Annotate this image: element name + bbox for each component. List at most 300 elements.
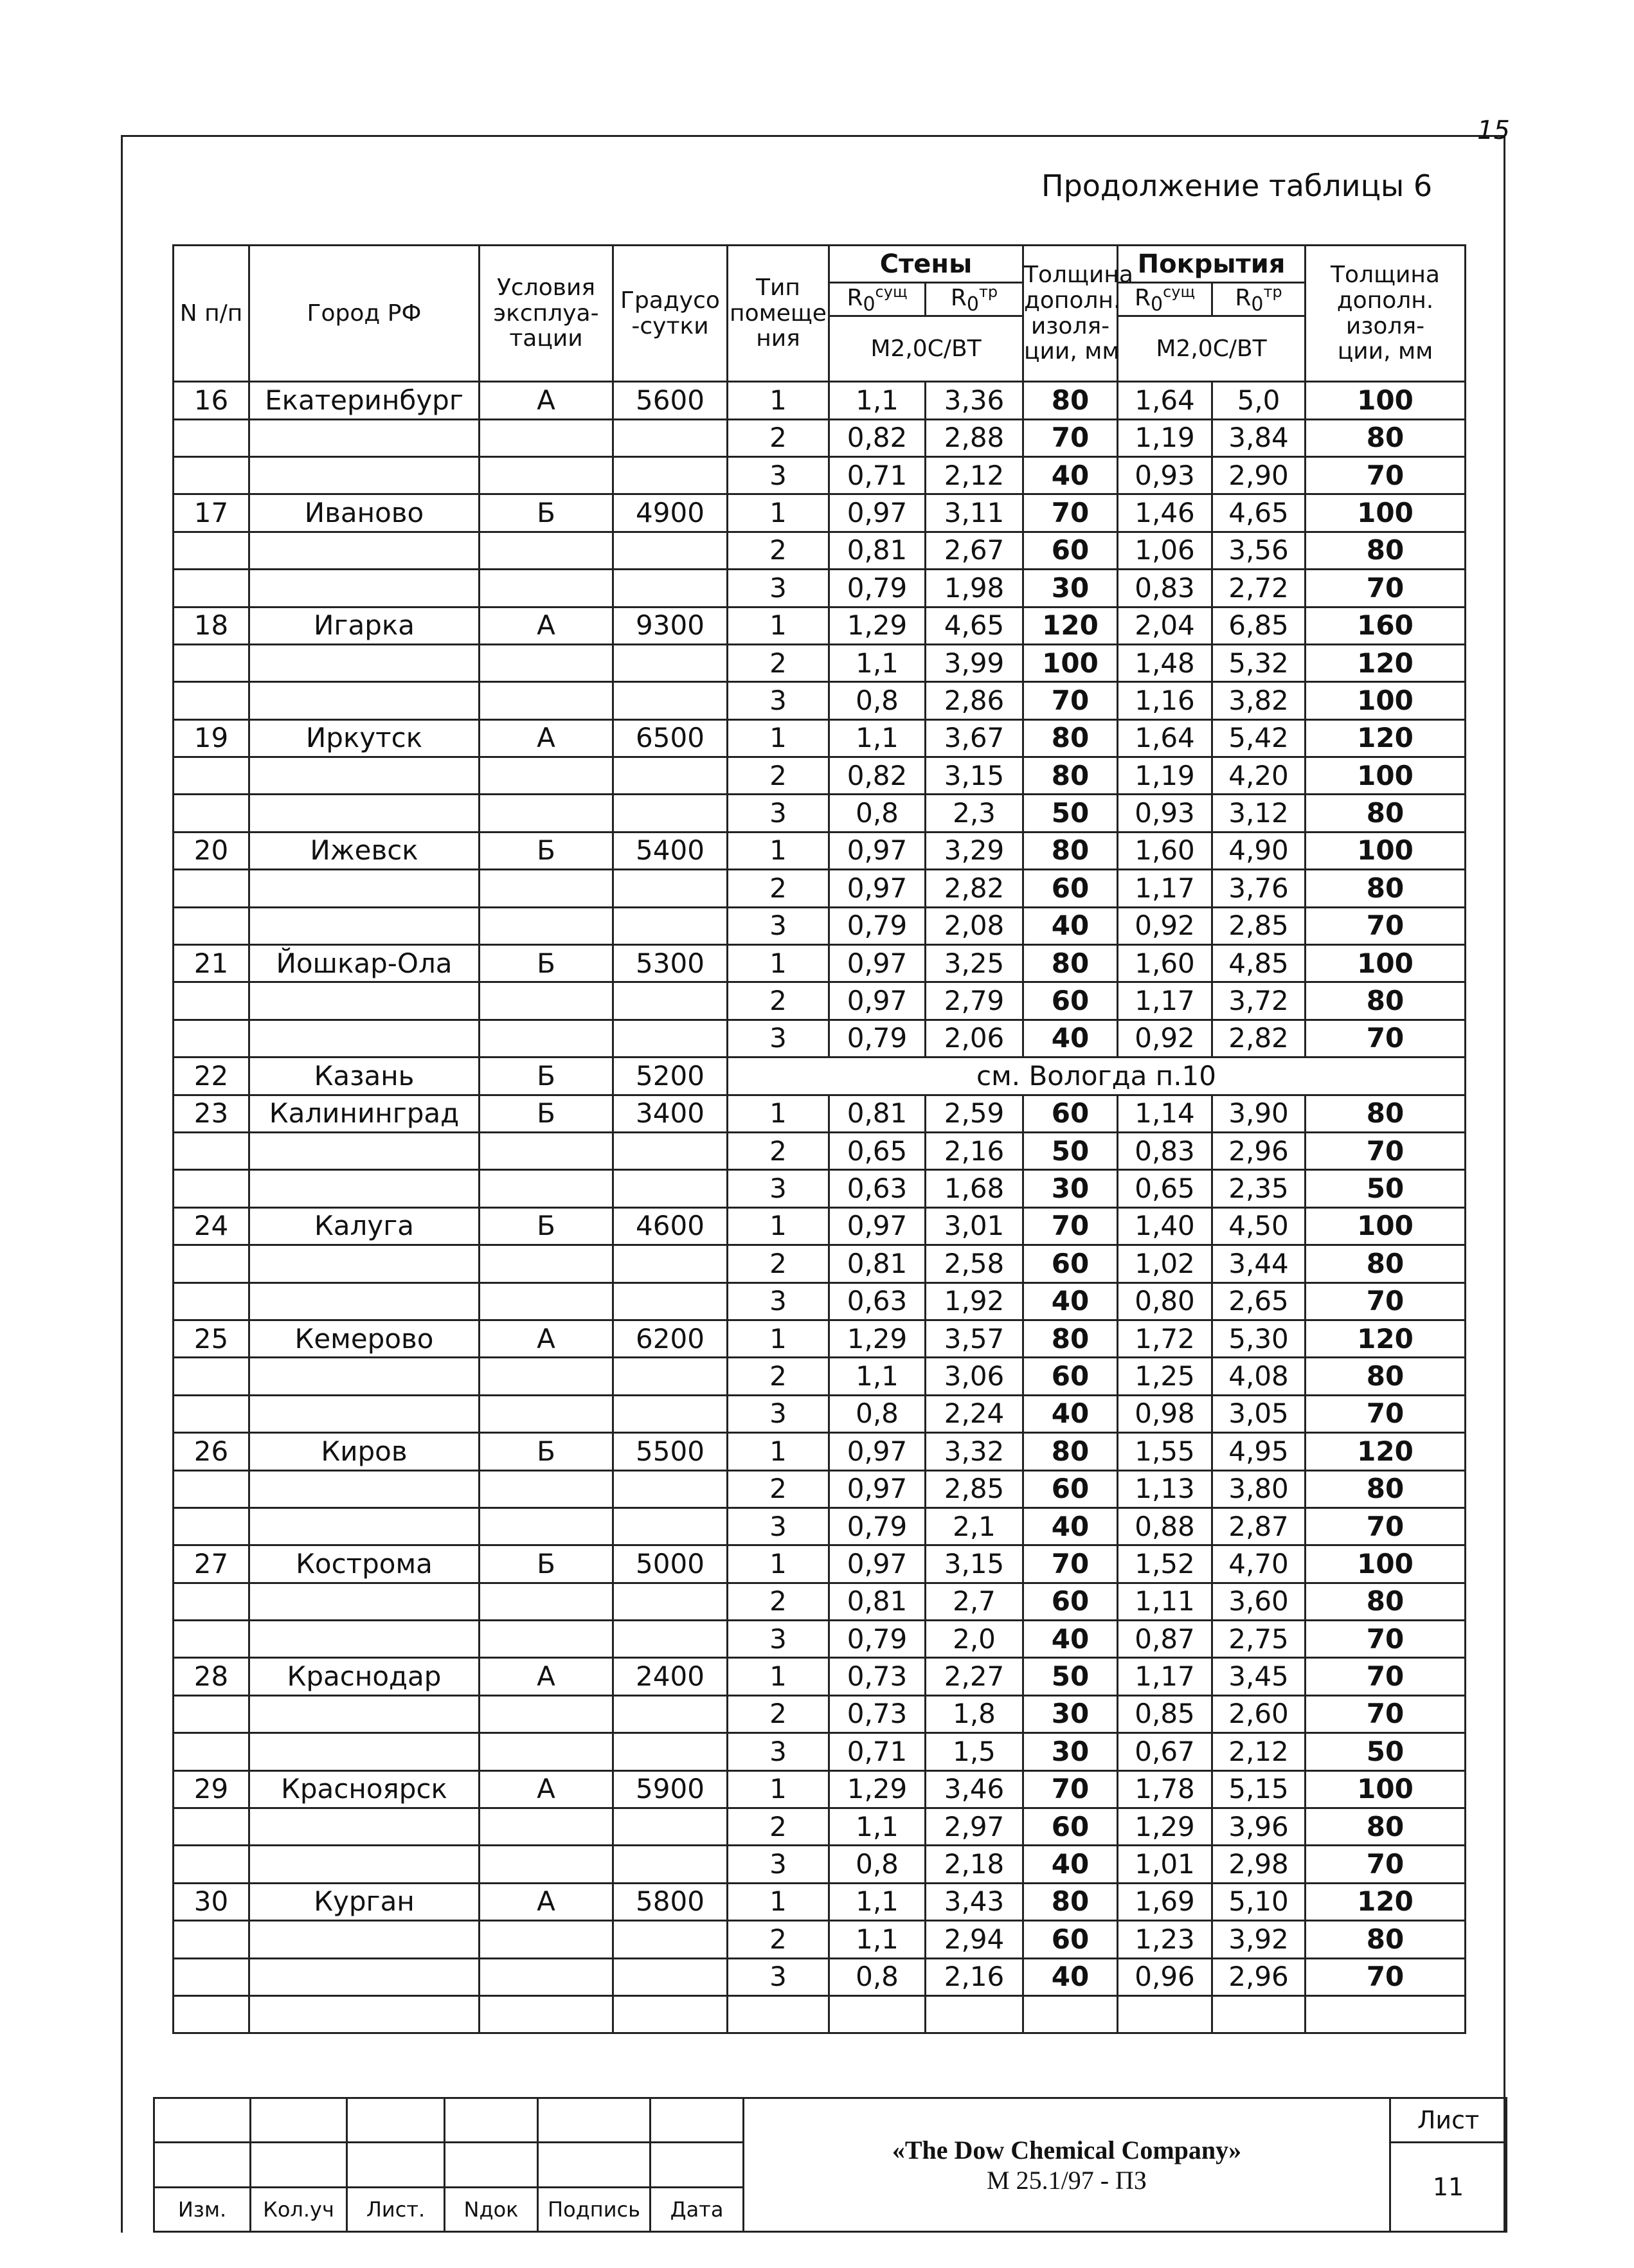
empty-cell xyxy=(728,1995,829,2033)
empty-cell xyxy=(174,1133,249,1170)
walls-r-req: 2,7 xyxy=(926,1583,1023,1620)
walls-insulation-thickness: 100 xyxy=(1023,644,1118,681)
empty-cell xyxy=(613,419,728,456)
roofs-r-fact: 1,01 xyxy=(1118,1846,1212,1883)
empty-cell xyxy=(249,570,480,607)
roofs-r-req: 3,12 xyxy=(1212,795,1306,832)
room-type: 3 xyxy=(728,456,829,494)
table-row xyxy=(174,570,1466,607)
row-number: 26 xyxy=(174,1433,249,1470)
table-row xyxy=(174,1245,1466,1282)
empty-cell xyxy=(480,1695,613,1733)
walls-r-fact: 0,8 xyxy=(829,1846,926,1883)
roofs-insulation-thickness: 80 xyxy=(1306,1358,1466,1395)
walls-insulation-thickness: 80 xyxy=(1023,945,1118,982)
table-row xyxy=(174,1433,1466,1470)
walls-r-req: 2,59 xyxy=(926,1095,1023,1132)
roofs-insulation-thickness: 80 xyxy=(1306,419,1466,456)
walls-insulation-thickness: 40 xyxy=(1023,907,1118,944)
walls-r-fact: 0,81 xyxy=(829,532,926,569)
walls-insulation-thickness: 80 xyxy=(1023,757,1118,795)
walls-r-req: 1,5 xyxy=(926,1733,1023,1770)
room-type: 3 xyxy=(728,1020,829,1057)
walls-r-fact: 1,1 xyxy=(829,1808,926,1846)
roofs-insulation-thickness: 80 xyxy=(1306,1470,1466,1508)
walls-r-req: 2,08 xyxy=(926,907,1023,944)
walls-r-fact: 0,79 xyxy=(829,1508,926,1545)
degree-days: 5200 xyxy=(613,1058,728,1095)
roofs-r-fact: 1,19 xyxy=(1118,757,1212,795)
walls-r-fact: 1,1 xyxy=(829,1921,926,1958)
roofs-r-fact: 1,46 xyxy=(1118,494,1212,532)
table-row xyxy=(174,1282,1466,1320)
roofs-insulation-thickness: 70 xyxy=(1306,1658,1466,1695)
title-block-company: «The Dow Chemical Company» М 25.1/97 - ПЗ xyxy=(744,2098,1390,2232)
empty-cell xyxy=(480,1470,613,1508)
empty-cell xyxy=(249,1921,480,1958)
roofs-r-fact: 1,60 xyxy=(1118,832,1212,869)
roofs-r-req: 2,85 xyxy=(1212,907,1306,944)
room-type: 3 xyxy=(728,795,829,832)
empty-cell xyxy=(480,907,613,944)
table-row xyxy=(174,1170,1466,1207)
table-row xyxy=(174,1583,1466,1620)
walls-r-req: 2,16 xyxy=(926,1958,1023,1995)
room-type: 1 xyxy=(728,1207,829,1245)
operating-conditions: А xyxy=(480,382,613,419)
walls-r-req: 2,1 xyxy=(926,1508,1023,1545)
roofs-r-fact: 0,88 xyxy=(1118,1508,1212,1545)
room-type: 1 xyxy=(728,1883,829,1920)
room-type: 3 xyxy=(728,682,829,719)
roofs-insulation-thickness: 70 xyxy=(1306,907,1466,944)
roofs-r-fact: 1,06 xyxy=(1118,532,1212,569)
table-row xyxy=(174,1883,1466,1920)
empty-cell xyxy=(480,1395,613,1432)
walls-r-fact: 0,81 xyxy=(829,1583,926,1620)
city-name: Екатеринбург xyxy=(249,382,480,419)
empty-cell xyxy=(480,1020,613,1057)
city-name: Курган xyxy=(249,1883,480,1920)
walls-r-req: 1,8 xyxy=(926,1695,1023,1733)
walls-insulation-thickness: 60 xyxy=(1023,1921,1118,1958)
room-type: 3 xyxy=(728,1621,829,1658)
degree-days: 6500 xyxy=(613,719,728,757)
walls-r-fact: 0,97 xyxy=(829,945,926,982)
roofs-r-fact: 0,67 xyxy=(1118,1733,1212,1770)
table-row xyxy=(174,1733,1466,1770)
empty-cell xyxy=(249,1395,480,1432)
roofs-insulation-thickness: 70 xyxy=(1306,1282,1466,1320)
table-row xyxy=(174,1058,1466,1095)
empty-cell xyxy=(1023,1995,1118,2033)
empty-cell xyxy=(249,757,480,795)
walls-r-req: 2,86 xyxy=(926,682,1023,719)
empty-cell xyxy=(249,982,480,1020)
operating-conditions: А xyxy=(480,1658,613,1695)
header-degree-days: Градусо -сутки xyxy=(613,246,728,382)
empty-cell xyxy=(249,907,480,944)
empty-cell xyxy=(613,1508,728,1545)
empty-cell xyxy=(480,757,613,795)
roofs-insulation-thickness: 80 xyxy=(1306,870,1466,907)
operating-conditions: Б xyxy=(480,945,613,982)
walls-insulation-thickness: 60 xyxy=(1023,1095,1118,1132)
walls-insulation-thickness: 70 xyxy=(1023,419,1118,456)
walls-r-fact: 1,1 xyxy=(829,382,926,419)
table-row xyxy=(174,907,1466,944)
walls-insulation-thickness: 50 xyxy=(1023,795,1118,832)
row-number: 25 xyxy=(174,1320,249,1357)
degree-days: 5300 xyxy=(613,945,728,982)
row-number: 27 xyxy=(174,1545,249,1583)
city-name: Калуга xyxy=(249,1207,480,1245)
empty-cell xyxy=(613,1358,728,1395)
roofs-r-req: 3,05 xyxy=(1212,1395,1306,1432)
row-number: 24 xyxy=(174,1207,249,1245)
empty-cell xyxy=(480,1133,613,1170)
room-type: 1 xyxy=(728,1433,829,1470)
roofs-insulation-thickness: 100 xyxy=(1306,1545,1466,1583)
roofs-r-fact: 0,85 xyxy=(1118,1695,1212,1733)
walls-r-fact: 1,29 xyxy=(829,607,926,644)
row-number: 17 xyxy=(174,494,249,532)
walls-r-req: 3,15 xyxy=(926,1545,1023,1583)
walls-insulation-thickness: 30 xyxy=(1023,1170,1118,1207)
empty-cell xyxy=(174,644,249,681)
empty-cell xyxy=(249,1020,480,1057)
walls-insulation-thickness: 30 xyxy=(1023,570,1118,607)
roofs-r-fact: 0,98 xyxy=(1118,1395,1212,1432)
walls-r-fact: 1,1 xyxy=(829,1883,926,1920)
room-type: 1 xyxy=(728,607,829,644)
empty-cell xyxy=(174,1583,249,1620)
empty-cell xyxy=(174,870,249,907)
table-row xyxy=(174,1095,1466,1132)
roofs-r-fact: 0,65 xyxy=(1118,1170,1212,1207)
roofs-insulation-thickness: 80 xyxy=(1306,1583,1466,1620)
room-type: 3 xyxy=(728,1282,829,1320)
empty-cell xyxy=(480,1282,613,1320)
walls-insulation-thickness: 80 xyxy=(1023,1433,1118,1470)
empty-cell xyxy=(174,1245,249,1282)
roofs-insulation-thickness: 50 xyxy=(1306,1733,1466,1770)
stamp-label-doc-no: Nдок xyxy=(445,2187,538,2231)
degree-days: 5900 xyxy=(613,1770,728,1808)
walls-r-req: 4,65 xyxy=(926,607,1023,644)
table-body xyxy=(174,382,1466,2033)
empty-cell xyxy=(249,456,480,494)
roofs-r-fact: 0,80 xyxy=(1118,1282,1212,1320)
table-row xyxy=(174,1621,1466,1658)
empty-cell xyxy=(249,1245,480,1282)
header-num: N п/п xyxy=(174,246,249,382)
degree-days: 4600 xyxy=(613,1207,728,1245)
walls-insulation-thickness: 60 xyxy=(1023,1470,1118,1508)
empty-cell xyxy=(174,1846,249,1883)
empty-cell xyxy=(480,1921,613,1958)
walls-r-req: 2,82 xyxy=(926,870,1023,907)
room-type: 2 xyxy=(728,870,829,907)
walls-r-fact: 0,63 xyxy=(829,1282,926,1320)
empty-cell xyxy=(174,1695,249,1733)
roofs-insulation-thickness: 120 xyxy=(1306,644,1466,681)
walls-insulation-thickness: 30 xyxy=(1023,1733,1118,1770)
roofs-r-req: 5,0 xyxy=(1212,382,1306,419)
walls-r-req: 3,43 xyxy=(926,1883,1023,1920)
walls-r-req: 2,88 xyxy=(926,419,1023,456)
table-header xyxy=(174,246,1466,382)
walls-r-fact: 1,29 xyxy=(829,1770,926,1808)
empty-cell xyxy=(613,1995,728,2033)
degree-days: 5800 xyxy=(613,1883,728,1920)
empty-cell xyxy=(480,870,613,907)
walls-r-req: 1,68 xyxy=(926,1170,1023,1207)
empty-cell xyxy=(480,1958,613,1995)
insulation-table xyxy=(172,244,1466,2034)
empty-cell xyxy=(249,682,480,719)
roofs-r-req: 3,92 xyxy=(1212,1921,1306,1958)
roofs-r-fact: 1,64 xyxy=(1118,719,1212,757)
roofs-r-fact: 1,17 xyxy=(1118,982,1212,1020)
empty-cell xyxy=(174,1282,249,1320)
empty-cell xyxy=(613,870,728,907)
degree-days: 3400 xyxy=(613,1095,728,1132)
walls-insulation-thickness: 60 xyxy=(1023,1583,1118,1620)
empty-cell xyxy=(174,682,249,719)
roofs-insulation-thickness: 70 xyxy=(1306,1621,1466,1658)
operating-conditions: Б xyxy=(480,1095,613,1132)
walls-insulation-thickness: 40 xyxy=(1023,1621,1118,1658)
walls-r-fact: 0,97 xyxy=(829,1545,926,1583)
table-row xyxy=(174,644,1466,681)
empty-cell xyxy=(174,1958,249,1995)
walls-r-fact: 0,79 xyxy=(829,907,926,944)
header-room-type: Тип помеще ния xyxy=(728,246,829,382)
row-number: 29 xyxy=(174,1770,249,1808)
roofs-r-req: 4,20 xyxy=(1212,757,1306,795)
room-type: 3 xyxy=(728,1508,829,1545)
room-type: 2 xyxy=(728,1358,829,1395)
empty-cell xyxy=(249,644,480,681)
empty-cell xyxy=(613,1282,728,1320)
header-city: Город РФ xyxy=(249,246,480,382)
empty-cell xyxy=(249,1282,480,1320)
empty-cell xyxy=(174,795,249,832)
roofs-r-fact: 1,72 xyxy=(1118,1320,1212,1357)
walls-r-fact: 0,97 xyxy=(829,832,926,869)
roofs-insulation-thickness: 70 xyxy=(1306,1846,1466,1883)
empty-cell xyxy=(174,419,249,456)
city-name: Красноярск xyxy=(249,1770,480,1808)
empty-cell xyxy=(174,1470,249,1508)
roofs-r-req: 2,65 xyxy=(1212,1282,1306,1320)
table-row xyxy=(174,419,1466,456)
empty-cell xyxy=(174,907,249,944)
table-row xyxy=(174,494,1466,532)
roofs-insulation-thickness: 120 xyxy=(1306,719,1466,757)
roofs-r-fact: 0,83 xyxy=(1118,1133,1212,1170)
walls-r-req: 2,27 xyxy=(926,1658,1023,1695)
walls-insulation-thickness: 40 xyxy=(1023,1395,1118,1432)
roofs-r-req: 4,90 xyxy=(1212,832,1306,869)
roofs-r-req: 5,10 xyxy=(1212,1883,1306,1920)
walls-r-req: 1,98 xyxy=(926,570,1023,607)
empty-cell xyxy=(480,1583,613,1620)
empty-cell xyxy=(613,1695,728,1733)
empty-cell xyxy=(613,682,728,719)
stamp-label-qty: Кол.уч xyxy=(251,2187,347,2231)
walls-insulation-thickness: 60 xyxy=(1023,1358,1118,1395)
walls-r-req: 2,3 xyxy=(926,795,1023,832)
roofs-r-fact: 1,69 xyxy=(1118,1883,1212,1920)
roofs-r-fact: 1,52 xyxy=(1118,1545,1212,1583)
roofs-r-req: 5,32 xyxy=(1212,644,1306,681)
header-roofs-r-fact: $R_0^{сущ}$ xyxy=(1118,283,1212,316)
roofs-r-req: 3,82 xyxy=(1212,682,1306,719)
empty-cell xyxy=(174,532,249,569)
room-type: 2 xyxy=(728,982,829,1020)
roofs-r-req: 2,96 xyxy=(1212,1958,1306,1995)
roofs-r-fact: 0,83 xyxy=(1118,570,1212,607)
table-row xyxy=(174,795,1466,832)
roofs-insulation-thickness: 80 xyxy=(1306,1095,1466,1132)
roofs-r-fact: 2,04 xyxy=(1118,607,1212,644)
degree-days: 6200 xyxy=(613,1320,728,1357)
roofs-r-fact: 1,29 xyxy=(1118,1808,1212,1846)
walls-r-req: 2,85 xyxy=(926,1470,1023,1508)
roofs-r-req: 2,60 xyxy=(1212,1695,1306,1733)
walls-insulation-thickness: 70 xyxy=(1023,682,1118,719)
operating-conditions: Б xyxy=(480,494,613,532)
row-number: 18 xyxy=(174,607,249,644)
empty-cell xyxy=(249,1846,480,1883)
walls-r-fact: 1,1 xyxy=(829,1358,926,1395)
roofs-r-fact: 1,19 xyxy=(1118,419,1212,456)
degree-days: 4900 xyxy=(613,494,728,532)
roofs-r-req: 2,75 xyxy=(1212,1621,1306,1658)
table-row xyxy=(174,456,1466,494)
table-row xyxy=(174,945,1466,982)
room-type: 3 xyxy=(728,1733,829,1770)
table-row xyxy=(174,832,1466,869)
walls-r-fact: 0,71 xyxy=(829,1733,926,1770)
roofs-r-fact: 1,11 xyxy=(1118,1583,1212,1620)
empty-cell xyxy=(613,1846,728,1883)
empty-cell xyxy=(613,1621,728,1658)
walls-insulation-thickness: 40 xyxy=(1023,456,1118,494)
walls-r-req: 3,99 xyxy=(926,644,1023,681)
table-row xyxy=(174,1921,1466,1958)
empty-cell xyxy=(174,1995,249,2033)
roofs-insulation-thickness: 70 xyxy=(1306,1020,1466,1057)
walls-insulation-thickness: 70 xyxy=(1023,1770,1118,1808)
header-roofs-thickness: Толщина дополн. изоля- ции, мм xyxy=(1306,246,1466,382)
empty-cell xyxy=(174,1733,249,1770)
table-row xyxy=(174,682,1466,719)
roofs-insulation-thickness: 100 xyxy=(1306,682,1466,719)
walls-r-fact: 0,79 xyxy=(829,570,926,607)
roofs-insulation-thickness: 100 xyxy=(1306,382,1466,419)
empty-cell xyxy=(249,532,480,569)
walls-r-req: 3,36 xyxy=(926,382,1023,419)
empty-cell xyxy=(480,795,613,832)
roofs-r-fact: 1,48 xyxy=(1118,644,1212,681)
walls-r-req: 2,97 xyxy=(926,1808,1023,1846)
walls-r-fact: 0,97 xyxy=(829,1207,926,1245)
room-type: 3 xyxy=(728,1395,829,1432)
table-row xyxy=(174,1020,1466,1057)
table-row xyxy=(174,982,1466,1020)
table-row xyxy=(174,1470,1466,1508)
roofs-insulation-thickness: 100 xyxy=(1306,1770,1466,1808)
table-row xyxy=(174,1508,1466,1545)
room-type: 3 xyxy=(728,1170,829,1207)
table-row xyxy=(174,607,1466,644)
walls-r-req: 2,06 xyxy=(926,1020,1023,1057)
walls-r-req: 2,24 xyxy=(926,1395,1023,1432)
empty-cell xyxy=(613,532,728,569)
walls-r-req: 2,58 xyxy=(926,1245,1023,1282)
roofs-insulation-thickness: 70 xyxy=(1306,1958,1466,1995)
header-roofs-units: М2,0С/ВТ xyxy=(1118,316,1306,382)
roofs-r-req: 4,85 xyxy=(1212,945,1306,982)
walls-r-fact: 0,82 xyxy=(829,757,926,795)
walls-insulation-thickness: 40 xyxy=(1023,1846,1118,1883)
walls-r-fact: 0,65 xyxy=(829,1133,926,1170)
operating-conditions: А xyxy=(480,1770,613,1808)
empty-cell xyxy=(613,570,728,607)
city-name: Киров xyxy=(249,1433,480,1470)
walls-r-req: 3,06 xyxy=(926,1358,1023,1395)
roofs-insulation-thickness: 100 xyxy=(1306,1207,1466,1245)
roofs-insulation-thickness: 100 xyxy=(1306,494,1466,532)
roofs-insulation-thickness: 80 xyxy=(1306,1808,1466,1846)
table-row-empty xyxy=(174,1995,1466,2033)
walls-r-req: 2,16 xyxy=(926,1133,1023,1170)
empty-cell xyxy=(480,1808,613,1846)
walls-insulation-thickness: 60 xyxy=(1023,870,1118,907)
room-type: 3 xyxy=(728,1958,829,1995)
table-row xyxy=(174,1545,1466,1583)
room-type: 2 xyxy=(728,1695,829,1733)
roofs-r-fact: 1,23 xyxy=(1118,1921,1212,1958)
operating-conditions: Б xyxy=(480,1545,613,1583)
walls-r-fact: 0,82 xyxy=(829,419,926,456)
roofs-r-fact: 1,02 xyxy=(1118,1245,1212,1282)
empty-cell xyxy=(249,1583,480,1620)
table-row xyxy=(174,1358,1466,1395)
empty-cell xyxy=(249,1508,480,1545)
roofs-r-fact: 1,60 xyxy=(1118,945,1212,982)
walls-r-req: 3,01 xyxy=(926,1207,1023,1245)
room-type: 1 xyxy=(728,832,829,869)
table-row xyxy=(174,1770,1466,1808)
room-type: 3 xyxy=(728,1846,829,1883)
empty-cell xyxy=(249,1170,480,1207)
empty-cell xyxy=(1306,1995,1466,2033)
walls-insulation-thickness: 70 xyxy=(1023,1545,1118,1583)
table-row xyxy=(174,719,1466,757)
room-type: 2 xyxy=(728,1245,829,1282)
room-type: 1 xyxy=(728,1545,829,1583)
empty-cell xyxy=(480,1358,613,1395)
roofs-insulation-thickness: 70 xyxy=(1306,456,1466,494)
empty-cell xyxy=(613,644,728,681)
roofs-r-fact: 0,92 xyxy=(1118,907,1212,944)
empty-cell xyxy=(249,1470,480,1508)
roofs-insulation-thickness: 70 xyxy=(1306,1508,1466,1545)
